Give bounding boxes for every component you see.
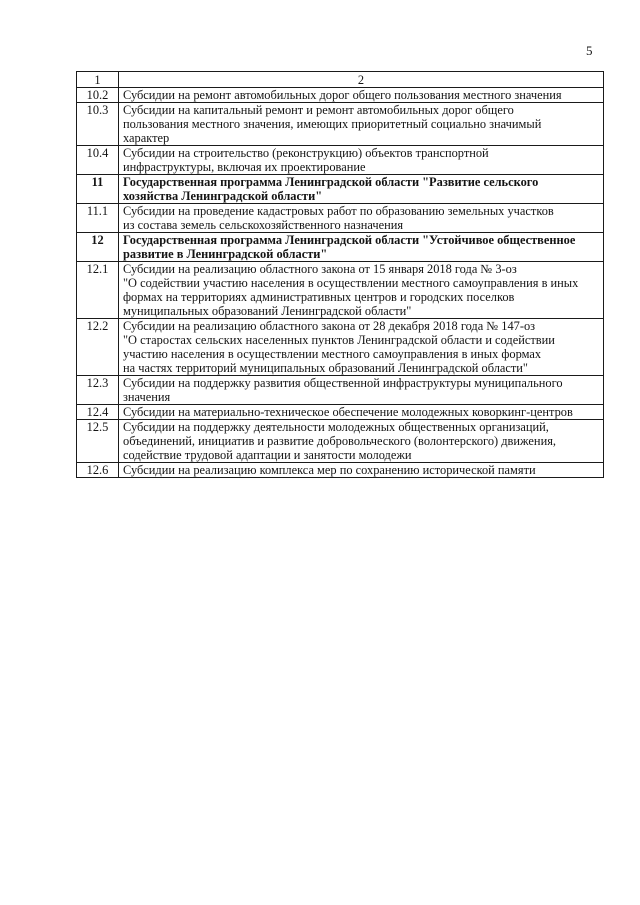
- description-line: Субсидии на ремонт автомобильных дорог общего пользования местного значения: [123, 88, 562, 102]
- page-number: 5: [586, 43, 593, 58]
- row-number: 10.2: [77, 88, 119, 103]
- row-description: [119, 146, 604, 175]
- row-number: 12.6: [77, 463, 119, 478]
- row-number: 12.3: [77, 376, 119, 405]
- description-line: из состава земель сельскохозяйственного назначения: [123, 218, 404, 232]
- description-line: муниципальных образований Ленинградской области": [123, 304, 412, 318]
- table-row: [77, 204, 604, 233]
- description-line: Субсидии на проведение кадастровых работ по образованию земельных участков: [123, 204, 554, 218]
- description-line: Субсидии на капитальный ремонт и ремонт автомобильных дорог общего: [123, 103, 514, 117]
- description-line: Субсидии на материально-техническое обеспечение молодежных коворкинг-центров: [123, 405, 573, 419]
- description-line: содействие трудовой адаптации и занятости молодежи: [123, 448, 412, 462]
- table-row: [77, 88, 604, 103]
- description-line: Субсидии на реализацию областного закона от 15 января 2018 года № 3-оз: [123, 262, 517, 276]
- subsidies-table: [76, 71, 604, 478]
- table-row: [77, 463, 604, 478]
- description-line: объединений, инициатив и развитие добровольческого (волонтерского) движения,: [123, 434, 556, 448]
- table-row: [77, 175, 604, 204]
- row-description: [119, 175, 604, 204]
- row-number: 10.4: [77, 146, 119, 175]
- description-line: Субсидии на поддержку деятельности молодежных общественных организаций,: [123, 420, 549, 434]
- description-line: Субсидии на реализацию комплекса мер по сохранению исторической памяти: [123, 463, 536, 477]
- row-number: 12.1: [77, 262, 119, 319]
- description-line: Субсидии на реализацию областного закона от 28 декабря 2018 года № 147-оз: [123, 319, 536, 333]
- row-description: [119, 204, 604, 233]
- table-header-row: [77, 72, 604, 88]
- row-description: [119, 463, 604, 478]
- row-description: [119, 405, 604, 420]
- column-header-2: 2: [119, 72, 604, 88]
- description-line: пользования местного значения, имеющих приоритетный социально значимый: [123, 117, 542, 131]
- row-number: 12.4: [77, 405, 119, 420]
- row-description: [119, 262, 604, 319]
- table-row: [77, 405, 604, 420]
- description-line: Государственная программа Ленинградской области "Развитие сельского: [123, 175, 539, 189]
- description-line: инфраструктуры, включая их проектирование: [123, 160, 366, 174]
- description-line: Государственная программа Ленинградской области "Устойчивое общественное: [123, 233, 576, 247]
- row-description: [119, 233, 604, 262]
- table-row: [77, 319, 604, 376]
- description-line: участию населения в осуществлении местного самоуправления в иных формах: [123, 347, 542, 361]
- row-number: 11: [77, 175, 119, 204]
- row-description: [119, 103, 604, 146]
- description-line: "О содействии участию населения в осуществлении местного самоуправления в иных: [123, 276, 579, 290]
- table-row: [77, 146, 604, 175]
- row-description: [119, 319, 604, 376]
- column-header-1: 1: [77, 72, 119, 88]
- row-number: 10.3: [77, 103, 119, 146]
- description-line: Субсидии на поддержку развития общественной инфраструктуры муниципального: [123, 376, 563, 390]
- table-row: [77, 420, 604, 463]
- description-line: характер: [123, 131, 170, 145]
- description-line: формах на территориях административных центров и городских поселков: [123, 290, 515, 304]
- table-row: [77, 103, 604, 146]
- table-row: [77, 376, 604, 405]
- row-number: 12.5: [77, 420, 119, 463]
- table-row: [77, 233, 604, 262]
- description-line: на частях территорий муниципальных образований Ленинградской области": [123, 361, 528, 375]
- description-line: значения: [123, 390, 171, 404]
- row-number: 12.2: [77, 319, 119, 376]
- description-line: развитие в Ленинградской области": [123, 247, 328, 261]
- row-description: [119, 376, 604, 405]
- description-line: "О старостах сельских населенных пунктов Ленинградской области и содействии: [123, 333, 555, 347]
- row-description: [119, 88, 604, 103]
- table-body: [77, 88, 604, 478]
- description-line: Субсидии на строительство (реконструкцию) объектов транспортной: [123, 146, 489, 160]
- description-line: хозяйства Ленинградской области": [123, 189, 323, 203]
- table-row: [77, 262, 604, 319]
- row-number: 12: [77, 233, 119, 262]
- row-number: 11.1: [77, 204, 119, 233]
- row-description: [119, 420, 604, 463]
